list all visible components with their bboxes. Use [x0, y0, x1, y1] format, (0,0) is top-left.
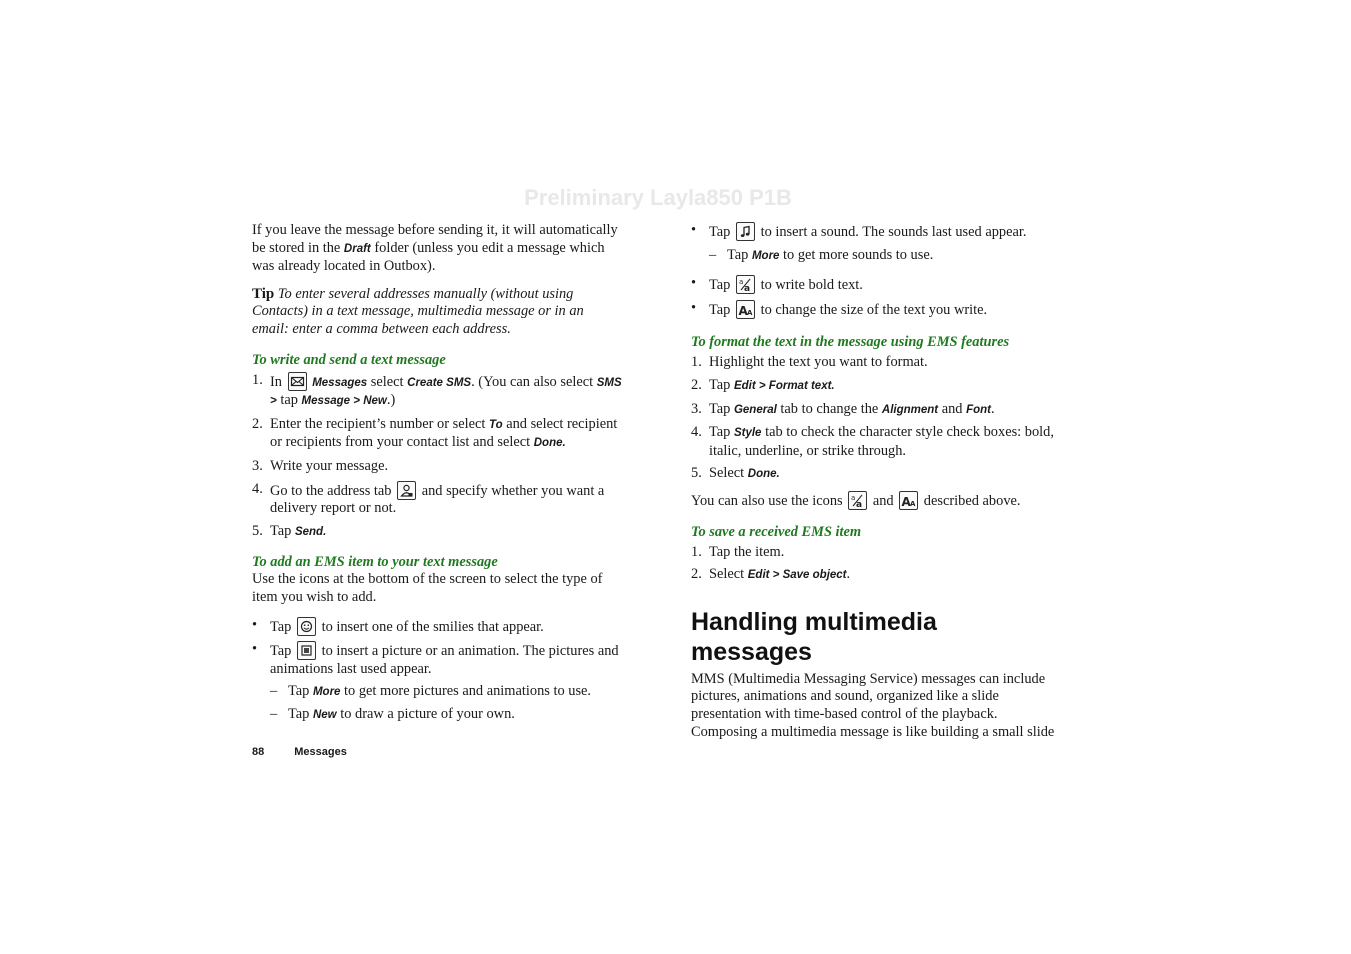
- step-number: 1.: [691, 354, 702, 371]
- right-column: [691, 222, 1061, 741]
- tip-label: Tip: [252, 285, 275, 302]
- step-text: Tap: [270, 522, 295, 539]
- step-text: and select recipient or recipients from your contact list and select: [270, 415, 618, 451]
- draft-ui-term: Draft: [343, 242, 371, 255]
- step-text: In: [270, 373, 286, 390]
- messages-ui-term: Messages: [312, 376, 368, 389]
- list-item: [691, 401, 1061, 420]
- page-footer: [252, 746, 347, 758]
- list-item: [691, 424, 1061, 460]
- mms-heading: Handling multimedia messages: [691, 607, 937, 666]
- bullet: •: [252, 641, 258, 658]
- sound-subitems: [691, 247, 1061, 266]
- sub-text: Tap: [727, 246, 752, 263]
- list-item: [252, 641, 624, 678]
- bullet: •: [252, 616, 258, 633]
- add-ems-subitems: [252, 683, 624, 724]
- bullet-text: to write bold text.: [756, 277, 863, 294]
- list-item: [691, 247, 1061, 266]
- list-item: [691, 300, 1061, 320]
- write-send-heading: To write and send a text message: [252, 351, 446, 368]
- intro-text-2: folder (unless you edit a message which was already located in Outbox).: [252, 239, 605, 275]
- step-number: 4.: [691, 424, 702, 441]
- step-number: 5.: [252, 522, 263, 539]
- save-ems-steps: [691, 544, 1061, 585]
- send-ui-term: Send.: [294, 525, 327, 538]
- edit-format-ui-term: Edit > Format text.: [733, 379, 835, 392]
- step-text: Tap: [709, 424, 734, 441]
- list-item: [691, 566, 1061, 585]
- write-send-steps: [252, 372, 624, 542]
- format-text-heading: To format the text in the message using EMS features: [691, 334, 1010, 351]
- bullet: •: [691, 299, 697, 316]
- bullet-text: to insert a picture or an animation. The pictures and animations last used appear.: [270, 643, 619, 677]
- left-column: [252, 222, 624, 728]
- list-item: [691, 377, 1061, 396]
- dash: –: [270, 705, 278, 722]
- sub-text: Tap: [288, 705, 313, 722]
- list-item: [252, 416, 624, 453]
- sub-text: to get more sounds to use.: [779, 246, 934, 263]
- more-ui-term: More: [751, 249, 780, 262]
- tip-text: To enter several addresses manually (without using Contacts) in a text message, multimedia message or in an email: enter a comma between each address.: [252, 285, 584, 337]
- bullet-text: to insert one of the smilies that appear.: [317, 618, 544, 635]
- to-ui-term: To: [488, 418, 503, 431]
- list-item: [252, 683, 624, 702]
- add-ems-intro: Use the icons at the bottom of the screen to select the type of item you wish to add.: [252, 571, 603, 605]
- also-use-icons-paragraph: [691, 491, 1061, 511]
- also-text: and: [869, 492, 898, 509]
- sms-ui-term: SMS >: [270, 376, 622, 408]
- step-number: 4.: [252, 480, 263, 497]
- step-number: 1.: [252, 371, 263, 388]
- list-item: [252, 458, 624, 476]
- contact-card-icon: [397, 481, 416, 500]
- step-text: .: [991, 400, 995, 417]
- tip-paragraph: [252, 286, 624, 339]
- step-text: Enter the recipient’s number or select: [270, 415, 489, 432]
- step-number: 1.: [691, 543, 702, 560]
- svg-text:a: a: [738, 278, 744, 287]
- text-size-icon: [736, 300, 755, 319]
- list-item: [252, 523, 624, 542]
- save-ems-heading: To save a received EMS item: [691, 523, 862, 540]
- list-item: [252, 481, 624, 518]
- bullet-text: Tap: [270, 643, 295, 660]
- list-item: [691, 222, 1061, 242]
- step-text: and specify whether you want a delivery report or not.: [270, 482, 605, 517]
- done-ui-term: Done.: [747, 468, 780, 481]
- bold-text-icon: [848, 491, 867, 510]
- step-text: Tap: [709, 400, 734, 417]
- picture-icon: [297, 641, 316, 660]
- svg-text:a: a: [851, 493, 856, 502]
- bullet-text: Tap: [709, 224, 734, 240]
- step-text: Select: [709, 566, 748, 583]
- bold-text-icon: [736, 275, 755, 294]
- step-text: Select: [709, 465, 748, 482]
- section-name: Messages: [294, 746, 347, 758]
- list-item: [252, 617, 624, 637]
- step-number: 5.: [691, 465, 702, 482]
- text-style-bullets: [691, 275, 1061, 319]
- bullet-text: to change the size of the text you write.: [756, 301, 988, 318]
- list-item: [691, 544, 1061, 562]
- bullet: •: [691, 222, 697, 238]
- also-text: You can also use the icons: [691, 492, 847, 509]
- step-text: Highlight the text you want to format.: [709, 354, 928, 371]
- step-text: Write your message.: [270, 457, 389, 474]
- done-ui-term: Done.: [533, 437, 566, 450]
- step-number: 3.: [691, 400, 702, 417]
- also-text: described above.: [920, 492, 1021, 509]
- bullet: •: [691, 275, 697, 292]
- bullet-text: Tap: [709, 301, 734, 318]
- svg-text:A: A: [910, 499, 916, 508]
- step-number: 2.: [691, 376, 702, 393]
- dash: –: [270, 683, 278, 700]
- step-text: tab to change the: [776, 400, 882, 417]
- sound-bullets: [691, 222, 1061, 242]
- list-item: [691, 275, 1061, 295]
- format-text-steps: [691, 354, 1061, 484]
- svg-text:A: A: [738, 303, 748, 318]
- dash: –: [709, 246, 717, 263]
- sub-text: to get more pictures and animations to use.: [340, 683, 592, 700]
- smiley-icon: [297, 617, 316, 636]
- step-text: . (You can also select: [471, 373, 597, 390]
- step-text: select: [367, 373, 408, 390]
- intro-paragraph: [252, 222, 624, 276]
- list-item: [252, 706, 624, 725]
- list-item: [691, 465, 1061, 484]
- svg-text:a: a: [743, 284, 751, 294]
- envelope-icon: [288, 372, 307, 391]
- svg-text:a: a: [856, 499, 863, 509]
- page-number: 88: [252, 746, 265, 758]
- list-item: [691, 354, 1061, 372]
- message-new-ui-term: Message > New: [301, 395, 387, 408]
- step-text: tab to check the character style check boxes: bold, italic, underline, or strike through.: [709, 424, 1054, 459]
- create-sms-ui-term: Create SMS: [407, 376, 472, 389]
- bullet-text: to insert a sound. The sounds last used appear.: [756, 224, 1027, 240]
- step-number: 2.: [691, 566, 702, 583]
- step-text: Tap: [709, 376, 734, 393]
- step-text: and: [938, 400, 967, 417]
- step-number: 2.: [252, 415, 263, 432]
- intro-text-1: If you leave the message before sending it, it will automatically be stored in the: [252, 222, 618, 256]
- svg-text:A: A: [746, 308, 753, 317]
- sub-text: Tap: [288, 683, 313, 700]
- general-ui-term: General: [733, 403, 777, 416]
- step-number: 3.: [252, 457, 263, 474]
- music-note-icon: [736, 222, 755, 241]
- style-ui-term: Style: [733, 427, 762, 440]
- new-ui-term: New: [312, 708, 337, 721]
- bullet-text: Tap: [709, 277, 734, 294]
- add-ems-bullets: [252, 617, 624, 679]
- preliminary-watermark: Preliminary Layla850 P1B: [524, 185, 792, 210]
- font-ui-term: Font: [966, 403, 992, 416]
- add-ems-heading: To add an EMS item to your text message: [252, 554, 498, 571]
- edit-save-ui-term: Edit > Save object: [747, 569, 847, 582]
- step-text: Tap the item.: [709, 543, 785, 560]
- svg-text:A: A: [901, 494, 911, 509]
- step-text: tap: [276, 392, 302, 409]
- text-size-icon: [899, 491, 918, 510]
- step-text: .): [386, 392, 396, 409]
- step-text: .: [846, 566, 851, 583]
- step-text: Go to the address tab: [270, 482, 396, 499]
- more-ui-term: More: [312, 686, 341, 699]
- list-item: [252, 372, 624, 411]
- mms-paragraph: MMS (Multimedia Messaging Service) messages can include pictures, animations and sound, organized like a slide presentation with time-based control of the playback. Composing a multimedia message is like building a small slide: [691, 670, 1055, 740]
- alignment-ui-term: Alignment: [881, 403, 939, 416]
- bullet-text: Tap: [270, 618, 295, 635]
- sub-text: to draw a picture of your own.: [336, 705, 515, 722]
